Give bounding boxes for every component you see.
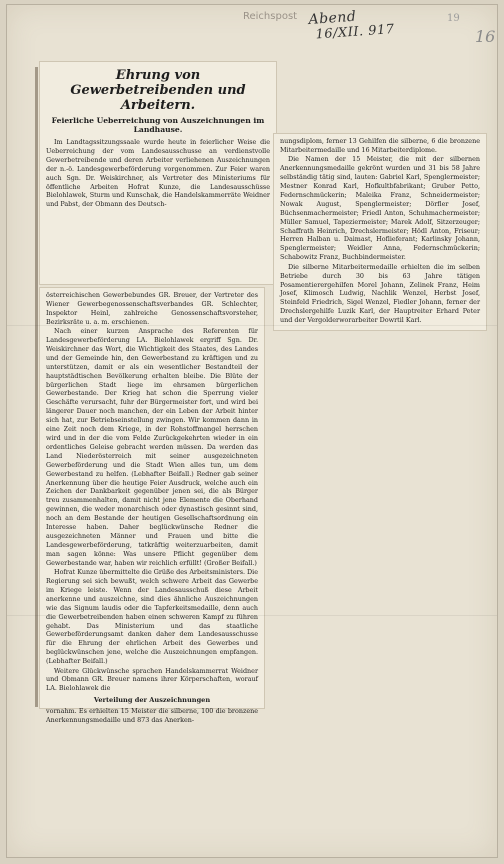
article-title: Ehrung von Gewerbetreibenden und Arbeitern. [70, 68, 246, 113]
pencil-number: 19 [447, 13, 460, 24]
handwritten-date-line2: 16/XII. 917 [315, 22, 396, 43]
paper-crease [7, 615, 497, 616]
paragraph: Im Landtagssitzungssaale wurde heute in feierlicher Weise die Ueberreichung der vom Landesausschusse an verdienstvolle Gewerbetreibende und deren Arbeiter verliehenen Auszeichnungen der n.-ö. Landesgewerbeförderung vorgenommen. Zur Feier waren auch Sgn. Dr. Weiskirchner, als Vertreter des Ministeriums für öffentliche Arbeiten Hofrat Kunze, die Landesausschüsse Bielohlawek, Sturm und Kunschak, die Handelskammerräte Weidner und Pabst, der Obmann des Deutsch- [46, 138, 270, 209]
newspaper-stamp: Reichspost [243, 11, 298, 22]
section-heading: Verteilung der Auszeichnungen [93, 696, 211, 705]
clipping-title-block [39, 61, 277, 285]
paragraph: österreichischen Gewerbebundes GR. Breuer, der Vertreter des Wiener Gewerbegenossenschaftsverbandes GR. Schlechter, Inspektor Heinl, zahlreiche Genossenschaftsvorsteher, Bezirksräte u. a. m. erschienen. [46, 291, 258, 326]
handwritten-date-line1: Abend [308, 8, 357, 28]
clipping-main-column [39, 287, 265, 725]
paragraph: Nach einer kurzen Ansprache des Referenten für Landesgewerbeförderung LA. Bielohlawek ergriff Sgn. Dr. Weiskirchner das Wort, die Wichtigkeit des Staates, des Landes und der Gemeinde hin, den Gewerbestand zu kräftigen und zu unterstützen, damit er als ein wesentlicher Bestandteil der hauptstädtischen Bevölkerung erhalten bleibe. Die Blüte der bürgerlichen Stadt liege im ehrsamen bürgerlichen Gewerbestande. Der Krieg hat schon die Sperrung vieler Geschäfte verursacht, fuhr der Bürgermeister fort, und wird bei längerer Dauer noch manchen, der ein Leben der Arbeit hinter sich hat, zur Betriebseinstellung zwingen. Wir kommen dann in eine Zeit noch dem Kriege, in der Rohstoffmangel herrschen wird und in der die vom Felde Zurückgekehrten wieder in ein ordentliches Geleise gebracht werden müssen. Da werden das Land Niederösterreich mit seiner ausgezeichneten Gewerbeförderung und die Stadt Wien alles tun, um dem Gewerbestand zu helfen. (Lebhafter Beifall.) Redner gab seiner Anerkennung über die heutige Feier Ausdruck, welche auch ein Zeichen der Dankbarkeit gegenüber jenen sei, die als Bürger treu zusammenhalten, damit nicht jene Elemente die Oberhand gewinnen, die weder monarchisch oder dynastisch gesinnt sind, noch an dem Bestande der heutigen Gesellschaftsordnung ein Interesse haben. Daher beglückwünsche Redner die ausgezeichneten Männer und Frauen und bitte die Landesgewerbeförderung, tatkräftig weiterzuarbeiten, damit man sagen könne: Was unsere Pflicht gegenüber dem Gewerbestande war, haben wir reichlich erfüllt! (Großer Beifall.) [46, 327, 258, 567]
paper-crease [7, 325, 497, 326]
paragraph: Weitere Glückwünsche sprachen Handelskammerrat Weidner und Obmann GR. Breuer namens ihrer Körperschaften, worauf LA. Bielohlawek die [46, 666, 258, 693]
clipping-right-column [273, 133, 487, 331]
handwritten-date [308, 6, 395, 43]
paragraph: Die silberne Mitarbeitermedaille erhielten die im selben Betriebe durch 30 bis 63 Jahre tätigen Posamentierergehilfen Morel Johann, Zelinek Franz, Heim Josef, Klimosch Ludwig, Nachlik Wenzel, Herbst Josef, Steinfeld Friedrich, Sigel Wenzel, Fiedler Johann, ferner der Drechslergehilfe Luzik Karl, der Hauptreiter Erhard Peter und der Vergolderworarbeiter Dowrtil Karl. [280, 262, 480, 325]
paragraph: nungsdiplom, ferner 13 Gehilfen die silberne, 6 die bronzene Mitarbeitermedaille und 16 Mitarbeiterdiplome. [280, 137, 480, 154]
right-column [274, 134, 486, 325]
article-subtitle: Feierliche Ueberreichung von Auszeichnungen im Landhause. [51, 116, 265, 134]
paragraph: vornahm. Es erhielten 15 Meister die silberne, 100 die bronzene Anerkennungsmedaille und 873 das Anerken- [46, 707, 258, 725]
main-column [40, 288, 264, 725]
paragraph: Hofrat Kunze übermittelte die Grüße des Arbeitsministers. Die Regierung sei sich bewußt, welch schwere Arbeit das Gewerbe im Kriege leiste. Wenn der Landesausschuß diese Arbeit anerkenne und auszeichne, sind dies ähnliche Auszeichnungen wie das Signum laudis oder die Tapferkeitsmedaille, denn auch die Gewerbetreibenden haben einen schweren Kampf zu führen gehabt. Das Ministerium und das staatliche Gewerbeförderungsamt danken daher dem Landesausschusse für die Ehrung der ehrlichen Arbeit des Gewerbes und beglückwünschen jene, welche die Auszeichnungen empfangen. (Lebhafter Beifall.) [46, 568, 258, 666]
intro-column [40, 138, 276, 209]
newspaper-page [6, 4, 498, 858]
paragraph: Die Namen der 15 Meister, die mit der silbernen Anerkennungsmedaille gekrönt wurden und 31 bis 58 Jahre selbständig tätig sind, lauten: Gabriel Karl, Spenglermeister; Mestner Konrad Karl, Hofkultbfabrikant; Gruber Petto, Federnschmückerin; Maleika Franz, Schneidermeister; Nowak August, Spenglermeister; Dörfler Josef, Büchsenmachermeister; Friedl Anton, Schuhmachermeister; Müller Samuel, Tapeziermeister; Marek Adolf, Sitzerzeuger; Schaffrath Heinrich, Drechslermeister; Hödl Anton, Friseur; Herren Halban u. Daimast, Hoflieferant; Karlinsky Johann, Spenglermeister; Weidler Anna, Federnschmückerin; Schabowitz Franz, Buchbindermeister. [280, 155, 480, 262]
paste-edge [35, 67, 38, 707]
pencil-number-2: 16 [475, 27, 496, 46]
